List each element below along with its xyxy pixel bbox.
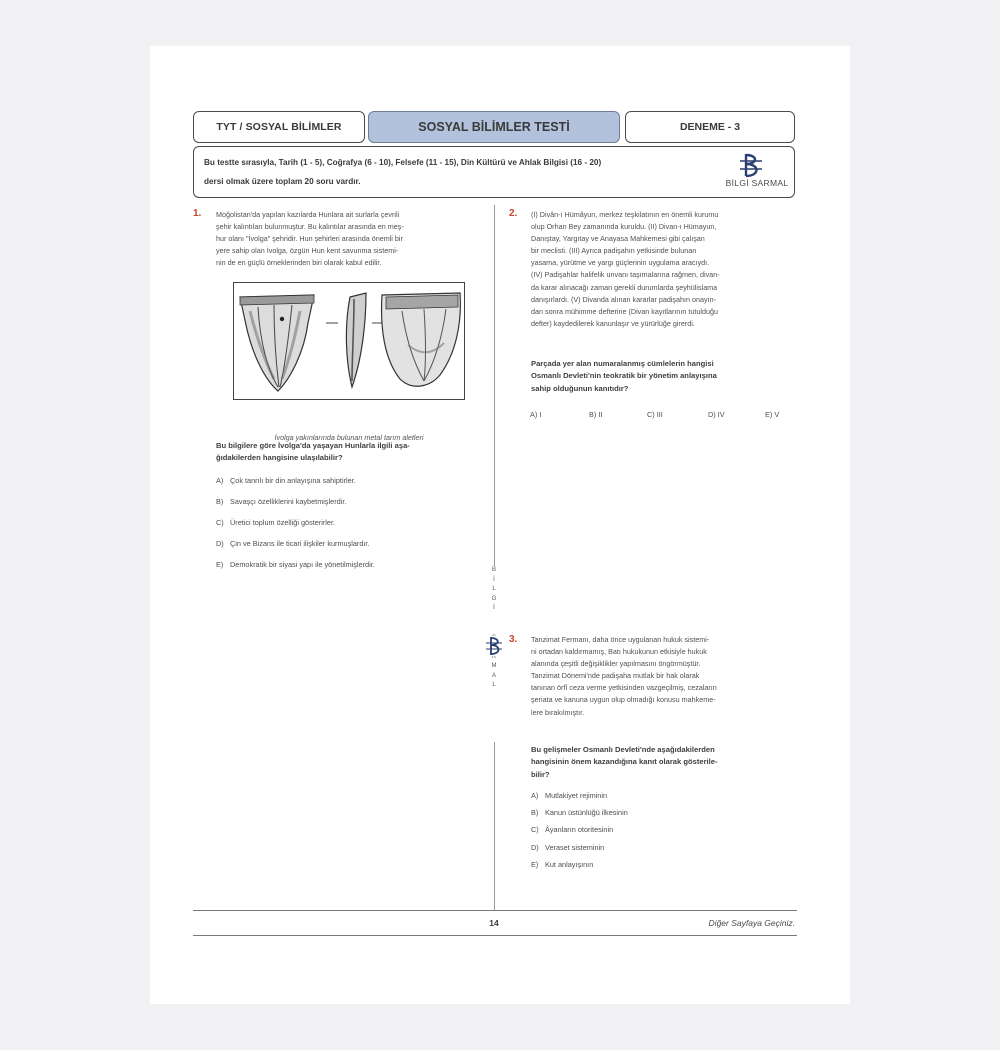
figure-caption: İvolga yakınlarında bulunan metal tarım aletleri (274, 433, 424, 442)
passage-line: defter) kaydedilerek kanunlaşır ve yürürlüğe girerdi. (531, 318, 695, 328)
header-test-title: SOSYAL BİLİMLER TESTİ (368, 111, 620, 143)
instructions-line-2: dersi olmak üzere toplam 20 soru vardır. (204, 177, 361, 186)
q2-option-b[interactable]: B) II (589, 410, 603, 419)
test-header (193, 111, 797, 145)
option-text: Mutlakiyet rejiminin (545, 791, 608, 800)
passage-line: Moğolistan'da yapılan kazılarda Hunlara ait surlarla çevrili (216, 210, 400, 219)
strip-letter: A (491, 644, 496, 650)
footer-rule-top (193, 910, 797, 911)
passage-line: Danıştay, Yargıtay ve Anayasa Mahkemesi gibi çalışan (531, 234, 705, 244)
passage-line: yasama, yürütme ve yargı güçlerinin uygulama aracıydı. (531, 258, 710, 268)
prompt-line: Bu bilgilere göre İvolga'da yaşayan Hunlarla ilgili aşa- (216, 441, 410, 450)
passage-line: ni ortadan kaldırmamış, Batı hukukunun etkisiyle hukuk (531, 647, 707, 657)
option-letter: D) (216, 539, 224, 548)
q3-option-c[interactable] (531, 825, 613, 834)
option-text: Kanun üstünlüğü ilkesinin (545, 808, 628, 817)
option-text: Veraset sisteminin (545, 843, 605, 852)
option-text: Demokratik bir siyasi yapı ile yönetilmişlerdir. (230, 560, 375, 569)
column-divider (494, 205, 495, 910)
strip-letter: M (491, 663, 497, 669)
instructions-line-1: Bu testte sırasıyla, Tarih (1 - 5), Coğrafya (6 - 10), Felsefe (11 - 15), Din Kültürü ve Ahlak Bilgisi (16 - 20) (204, 158, 602, 167)
question-1-number: 1. (193, 208, 202, 219)
q1-option-a[interactable] (216, 476, 356, 485)
strip-letter: A (491, 672, 496, 679)
prompt-line: bilir? (531, 769, 550, 779)
test-instructions (193, 146, 795, 198)
prompt-line: ğıdakilerden hangisine ulaşılabilir? (216, 453, 343, 463)
strip-logo-icon (483, 636, 505, 656)
option-letter: D) (531, 843, 539, 852)
q1-option-e[interactable] (216, 560, 375, 569)
passage-line: (I) Divân-ı Hümâyun, merkez teşkilatının en önemli kurumu (531, 210, 719, 219)
next-page-note: Diğer Sayfaya Geçiniz. (708, 918, 795, 928)
passage-line: nin de en güçlü örneklerinden biri olarak kabul edilir. (216, 258, 382, 268)
passage-line: olup Orhan Bey zamanında kuruldu. (II) Divan-ı Hümayun, (531, 222, 717, 232)
passage-line: yere sahip olan İvolga, özgün Hun kent savunma sistemi- (216, 246, 399, 256)
q2-option-a[interactable]: A) I (530, 410, 542, 419)
strip-letter: İ (493, 605, 495, 611)
bilgi-sarmal-logo-icon (738, 152, 764, 178)
passage-line: da karar alınacağı zaman gerekli durumlarda şeyhülislama (531, 282, 718, 292)
question-1-passage (216, 209, 481, 269)
question-1-figure (233, 282, 465, 400)
passage-line: şeriata ve kanuna uygun olup olmadığı konusu mahkeme- (531, 695, 716, 705)
q3-option-a[interactable] (531, 791, 607, 800)
option-letter: E) (531, 860, 539, 869)
prompt-line: hangisinin önem kazandığına kanıt olarak gösterile- (531, 757, 718, 767)
passage-line: hur olanı "İvolga" şehridir. Hun şehirleri arasında önemli bir (216, 234, 403, 244)
metal-farm-tools-illustration (234, 283, 466, 401)
option-letter: C) (531, 825, 539, 834)
passage-line: lere bırakılmıştır. (531, 707, 585, 717)
question-3-prompt (531, 744, 796, 781)
strip-letter: L (492, 586, 496, 592)
strip-gap (488, 614, 500, 634)
strip-letter: S (491, 634, 496, 641)
option-letter: A) (531, 791, 539, 800)
prompt-line: Osmanlı Devleti'nin teokratik bir yönetim anlayışına (531, 371, 717, 381)
strip-letter: R (491, 653, 497, 660)
passage-line: dan sonra mühimme defterine (Divan kayıtlarının tutulduğu (531, 306, 718, 316)
option-text: Çin ve Bizans ile ticari ilişkiler kurmuşlardır. (230, 539, 370, 548)
header-exam-number: DENEME - 3 (625, 111, 795, 143)
passage-line: alanında çeşitli değişiklikler yapılmasını öngörmüştür. (531, 659, 701, 669)
passage-line: tanınan örfî ceza verme yetkisinden vazgeçilmiş, cezaların (531, 683, 717, 693)
passage-line: şehir kalıntıları bulunmuştur. Bu kalıntılar arasında en meş- (216, 222, 404, 232)
header-subject: TYT / SOSYAL BİLİMLER (193, 111, 365, 143)
passage-line: Tanzimat Dönemi'nde padişaha mutlak bir hak olarak (531, 671, 700, 681)
q2-option-c[interactable]: C) III (647, 410, 663, 419)
question-3-number: 3. (509, 634, 518, 645)
question-2-passage (531, 209, 796, 330)
q1-option-b[interactable] (216, 497, 346, 506)
page-number: 14 (489, 918, 499, 928)
prompt-line: sahip olduğunun kanıtıdır? (531, 383, 629, 393)
q3-option-d[interactable] (531, 843, 604, 852)
passage-line: Tanzimat Fermanı, daha önce uygulanan hukuk sistemi- (531, 635, 710, 644)
option-text: Çok tanrılı bir din anlayışına sahiptirler. (230, 476, 356, 485)
prompt-line: Bu gelişmeler Osmanlı Devleti'nde aşağıdakilerden (531, 745, 715, 754)
option-letter: C) (216, 518, 224, 527)
q3-option-e[interactable] (531, 860, 593, 869)
q1-option-d[interactable] (216, 539, 370, 548)
question-1-prompt (216, 440, 481, 465)
strip-letter: G (491, 595, 497, 602)
question-3-passage (531, 634, 796, 719)
option-text: Savaşçı özelliklerini kaybetmişlerdir. (230, 497, 347, 506)
option-text: Üretici toplum özelliği gösterirler. (230, 518, 336, 527)
strip-letter: İ (493, 576, 495, 583)
question-2-number: 2. (509, 208, 518, 219)
option-letter: B) (216, 497, 224, 506)
option-letter: A) (216, 476, 224, 485)
passage-line: (IV) Padişahlar halifelik unvanı taşımalarına rağmen, divan- (531, 270, 720, 280)
q2-option-e[interactable]: E) V (765, 410, 780, 419)
prompt-line: Parçada yer alan numaralanmış cümlelerin hangisi (531, 359, 714, 368)
q1-option-c[interactable] (216, 518, 335, 527)
strip-letter: B (491, 567, 496, 573)
option-text: Âyanların otoritesinin (545, 825, 614, 834)
q2-option-d[interactable]: D) IV (708, 410, 725, 419)
q3-option-b[interactable] (531, 808, 628, 817)
strip-letter: L (492, 682, 496, 688)
passage-line: bir meclisti. (III) Ayrıca padişahın yetkisinde bulunan (531, 246, 697, 256)
option-text: Kut anlayışının (545, 860, 594, 869)
option-letter: E) (216, 560, 224, 569)
question-2-prompt (531, 358, 796, 395)
passage-line: danışırlardı. (V) Divanda alınan kararlar padişahın onayın- (531, 294, 716, 304)
logo-wordmark: BİLGİ SARMAL (725, 178, 789, 188)
option-letter: B) (531, 808, 539, 817)
footer-rule-bottom (193, 935, 797, 936)
